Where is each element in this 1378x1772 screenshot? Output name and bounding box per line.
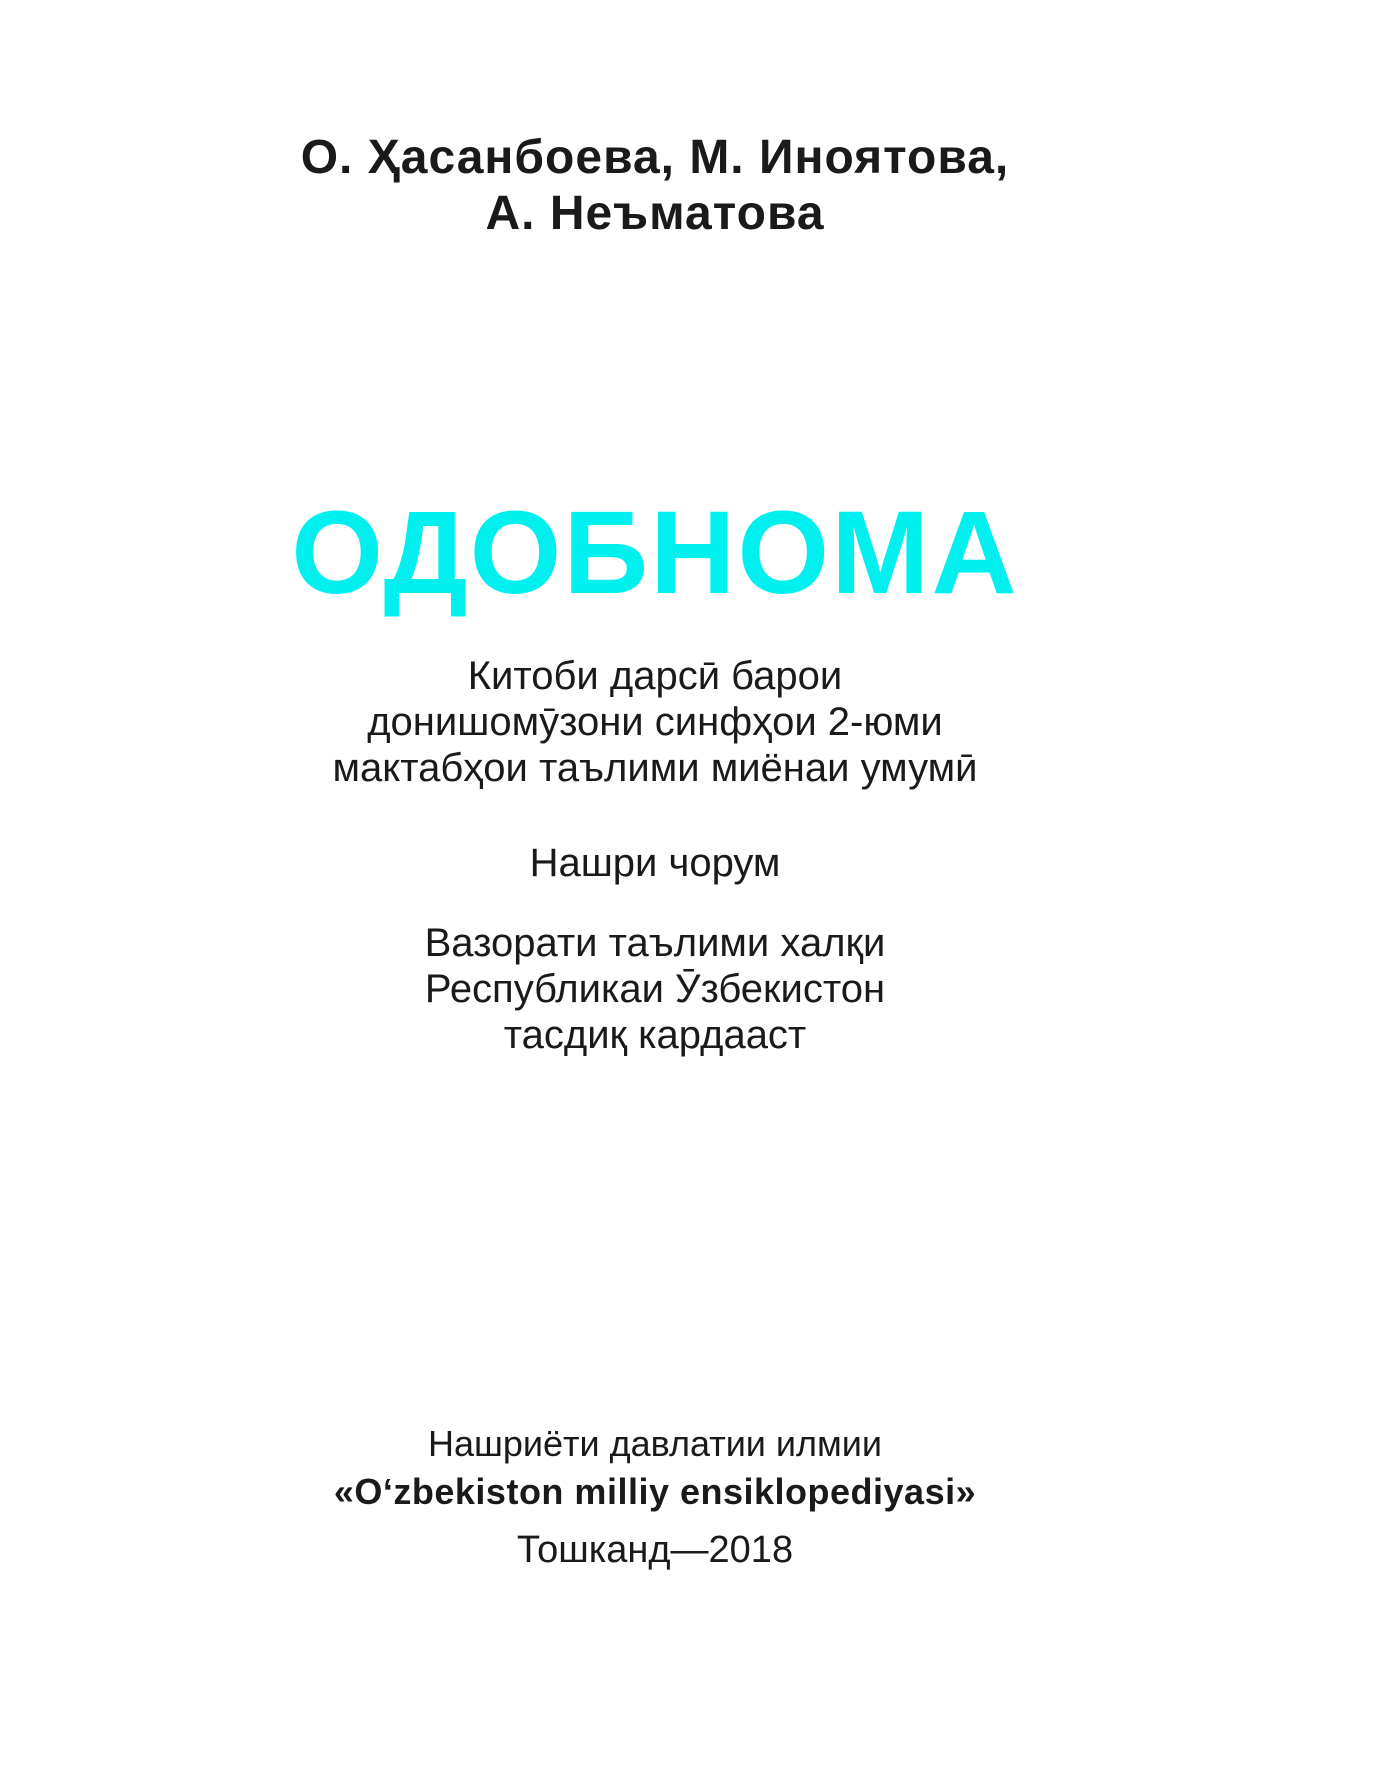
edition: Нашри чорум: [529, 841, 781, 885]
subtitle-line-2: донишомӯзони синфҳои 2-юми: [367, 700, 943, 744]
subtitle-line-3: мактабҳои таълими миёнаи умумӣ: [332, 746, 978, 790]
authors-line-1: О. Ҳасанбоева, М. Иноятова,: [300, 131, 1010, 184]
subtitle-line-1: Китоби дарсӣ барои: [467, 654, 843, 698]
authors: [0, 130, 1310, 242]
authors-line-2: А. Неъматова: [485, 187, 825, 240]
approval-line-3: тасдиқ кардааст: [503, 1013, 807, 1057]
book-title: ОДОБНОМА: [291, 487, 1019, 619]
approval-note: [0, 920, 1310, 1058]
publisher-line-1: Нашриёти давлатии илмии: [427, 1423, 882, 1464]
publisher-name: «O‘zbekiston milliy ensiklopediyasi»: [333, 1471, 977, 1512]
book-subtitle: [0, 653, 1310, 791]
publisher-place-year: Тошканд—2018: [516, 1529, 794, 1571]
approval-line-1: Вазорати таълими халқи: [424, 921, 886, 965]
approval-line-2: Республикаи Ӯзбекистон: [424, 967, 886, 1011]
publisher: [0, 1420, 1310, 1574]
